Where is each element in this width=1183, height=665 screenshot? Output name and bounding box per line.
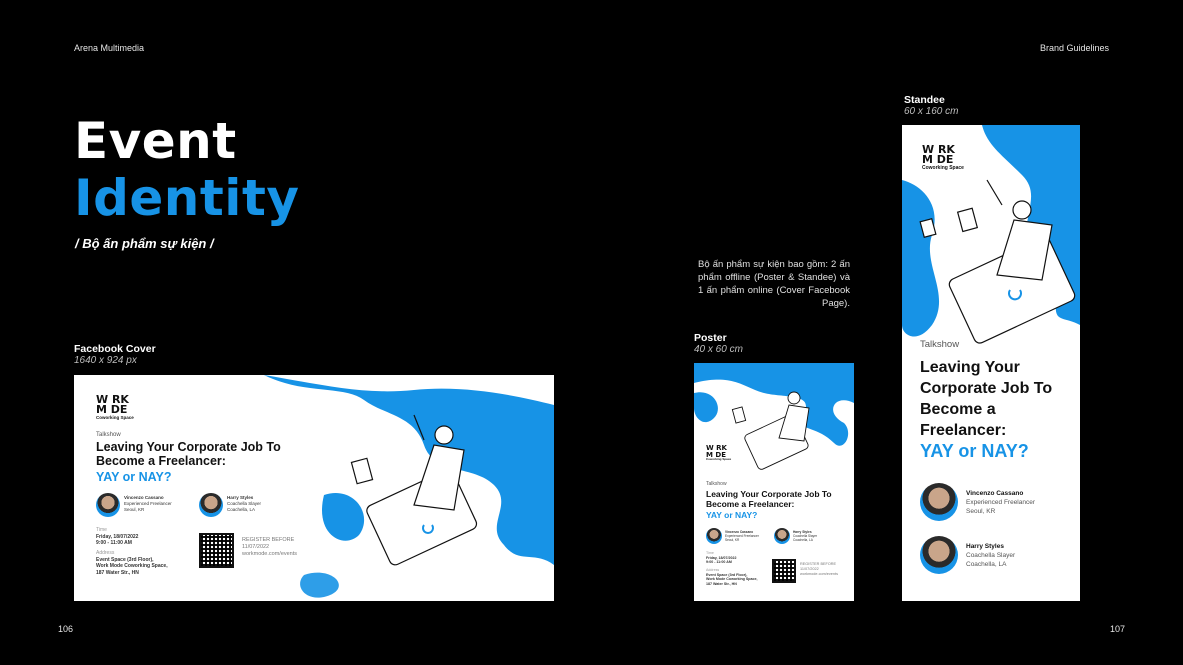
speaker2-info: Harry Styles Coachella Slayer Coachella, LA [966, 543, 1016, 568]
facebook-cover-mockup [74, 375, 554, 601]
title-identity: Identity [74, 169, 300, 227]
standee-mockup [902, 125, 1080, 601]
facebook-cover-size: 1640 x 924 px [74, 355, 137, 366]
event-time: Time Friday, 18/07/2022 9:00 - 11:00 AM [96, 527, 139, 546]
speaker2-avatar [774, 528, 790, 544]
event-category: Talkshow [706, 481, 727, 487]
speaker2-info: Harry Styles Coachella Slayer Coachella, LA [793, 530, 818, 543]
register-info: REGISTER BEFORE 11/07/2022 workmode.com/events [242, 537, 298, 558]
event-category: Talkshow [96, 432, 121, 438]
speaker1-avatar [96, 493, 120, 517]
event-headline: Leaving Your Corporate Job To Become a Freelancer: [706, 489, 832, 509]
workmode-logo: W RK M DE Coworking Space [96, 393, 134, 420]
event-headline-accent: YAY or NAY? [96, 470, 172, 484]
event-headline: Leaving Your Corporate Job To Become a Freelancer: [920, 359, 1053, 439]
standee-size: 60 x 160 cm [904, 106, 959, 117]
brand-name: Arena Multimedia [74, 43, 145, 53]
workmode-logo: W RK M DE Coworking Space [706, 444, 732, 462]
qr-code [772, 559, 796, 583]
poster-size: 40 x 60 cm [694, 344, 743, 355]
standee-label: Standee [904, 94, 945, 106]
page-number-right: 107 [1109, 624, 1125, 634]
speaker2-avatar [920, 536, 958, 574]
page-number-left: 106 [58, 624, 74, 634]
speaker2-info: Harry Styles Coachella Slayer Coachella, LA [227, 495, 262, 512]
illustration [264, 375, 554, 601]
event-headline: Leaving Your Corporate Job To Become a Freelancer: [96, 440, 281, 468]
qr-code [199, 533, 234, 568]
event-address: Address Event Space (3rd Floor), Work Mode Coworking Space, 187 Water Str., HN [96, 550, 168, 576]
speaker1-avatar [920, 483, 958, 521]
event-headline-accent: YAY or NAY? [706, 510, 758, 520]
event-category: Talkshow [920, 339, 960, 350]
speaker1-info: Vincenzo Cassano Experienced Freelancer Seoul, KR [725, 530, 759, 543]
facebook-cover-label: Facebook Cover [74, 343, 156, 355]
speaker1-info: Vincenzo Cassano Experienced Freelancer Seoul, KR [124, 495, 172, 512]
event-address: Address Event Space (3rd Floor), Work Mode Coworking Space, 187 Water Str., HN [706, 568, 758, 587]
workmode-logo: W RK M DE Coworking Space [922, 143, 964, 171]
event-headline-accent: YAY or NAY? [920, 441, 1029, 461]
speaker1-avatar [706, 528, 722, 544]
document-title: Brand Guidelines [1039, 43, 1109, 53]
speaker1-info: Vincenzo Cassano Experienced Freelancer Seoul, KR [966, 490, 1036, 515]
register-info: REGISTER BEFORE 11/07/2022 workmode.com/events [800, 562, 838, 576]
speaker2-avatar [199, 493, 223, 517]
poster-label: Poster [694, 332, 727, 344]
description: Bộ ấn phẩm sự kiện bao gồm: 2 ấn phẩm offline (Poster & Standee) và 1 ấn phẩm online (Cover Facebook Page). [698, 259, 850, 309]
event-time: Time Friday, 18/07/2022 9:00 - 11:00 AM [706, 551, 737, 565]
title-event: Event [74, 112, 237, 170]
poster-mockup [694, 363, 854, 601]
title-subtitle: / Bộ ấn phẩm sự kiện / [75, 236, 214, 251]
